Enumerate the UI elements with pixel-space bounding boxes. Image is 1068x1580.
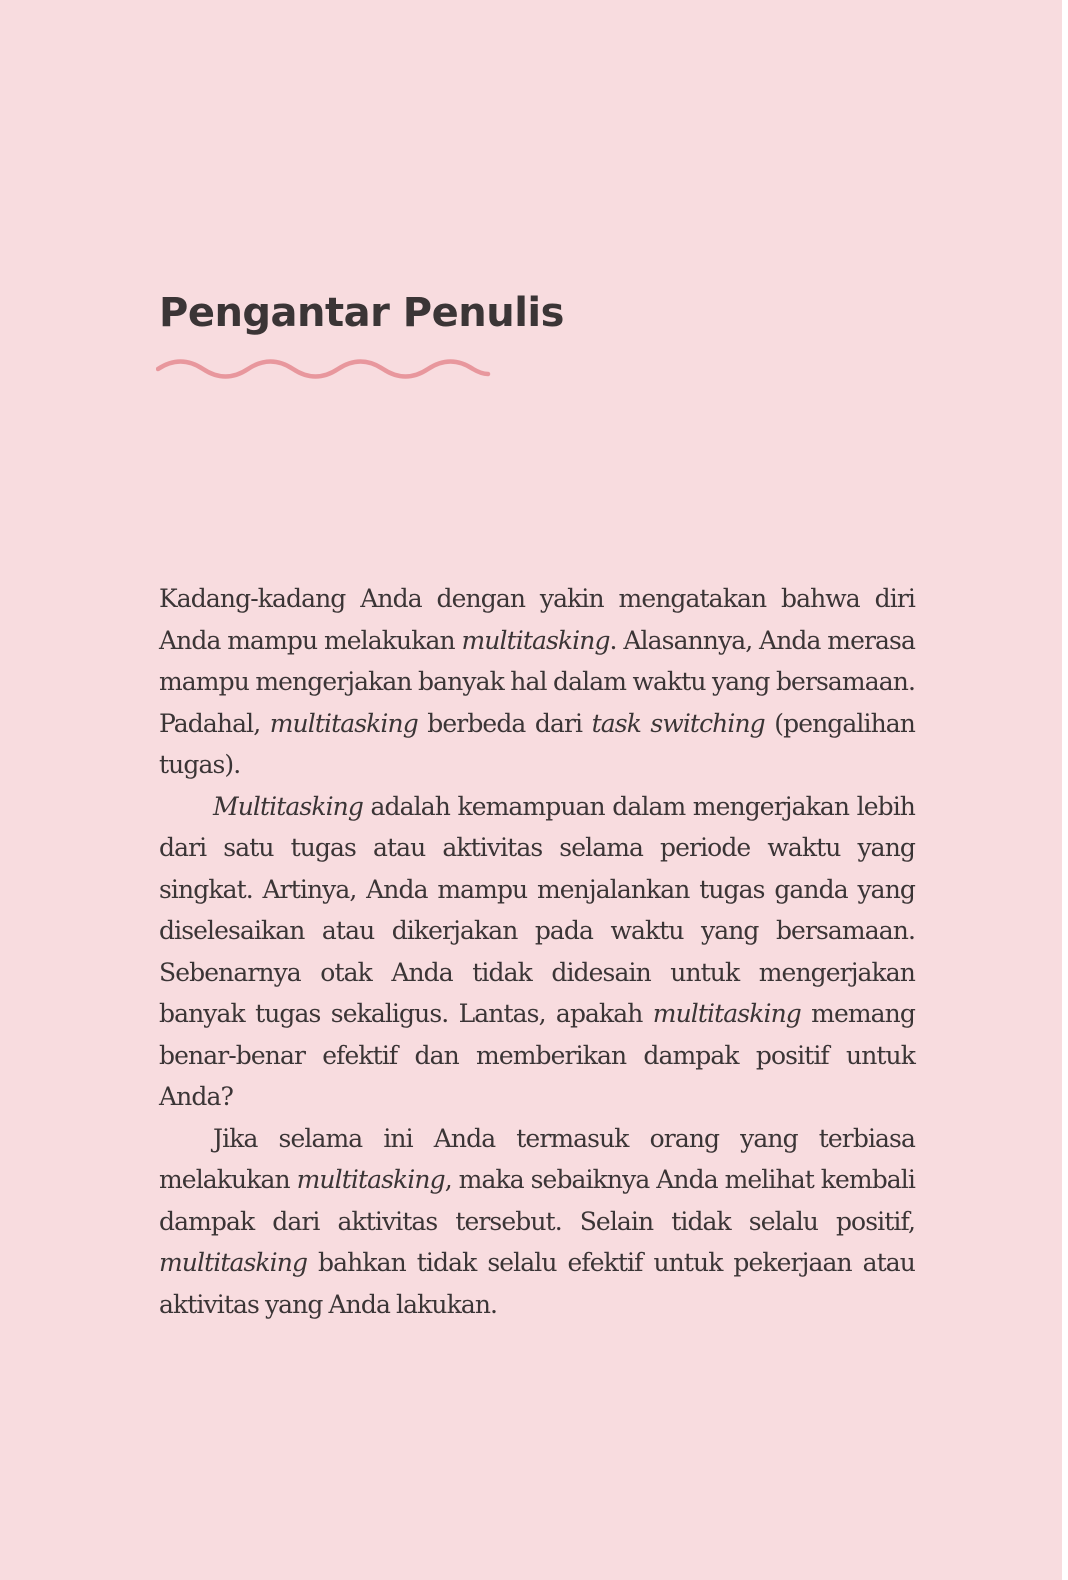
wave-divider-line (158, 362, 488, 377)
italic-term: task switching (591, 708, 765, 738)
page-edge (1062, 0, 1068, 1580)
text-segment: memang benar-benar efektif dan memberikan dampak positif untuk Anda? (159, 999, 915, 1111)
text-segment: Jika selama ini Anda termasuk orang yang terbiasa melakukan (159, 1123, 915, 1194)
text-segment: , maka sebaiknya Anda melihat kembali dampak dari aktivitas tersebut. Selain tidak selalu positif, (159, 1165, 915, 1236)
italic-term: multitasking (461, 625, 610, 655)
italic-term: Multitasking (213, 791, 363, 821)
wave-divider (156, 356, 492, 382)
text-segment: Kadang-kadang Anda dengan yakin mengatakan bahwa diri Anda mampu melakukan (159, 584, 915, 655)
paragraph (159, 1118, 915, 1326)
text-segment: bahkan tidak selalu efektif untuk pekerjaan atau aktivitas yang Anda lakukan. (159, 1248, 915, 1319)
italic-term: multitasking (296, 1165, 445, 1194)
text-segment: . Alasannya, Anda merasa mampu mengerjakan banyak hal dalam waktu yang bersamaan. Padahal, (159, 625, 915, 738)
italic-term: multitasking (159, 1248, 308, 1277)
text-segment: adalah kemampuan dalam mengerjakan lebih dari satu tugas atau aktivitas selama periode waktu yang singkat. Artinya, Anda mampu menjalankan tugas ganda yang diselesaikan atau dikerjakan pada waktu yang bersamaan. Sebenarnya otak Anda tidak didesain untuk mengerjakan banyak tugas sekaligus. Lantas, apakah (159, 791, 915, 1028)
page-title: Pengantar Penulis (159, 290, 564, 336)
paragraph (159, 786, 915, 1118)
body-text (159, 578, 915, 1325)
italic-term: multitasking (652, 999, 801, 1028)
text-segment: berbeda dari (417, 708, 592, 738)
italic-term: multitasking (269, 708, 418, 738)
paragraph (159, 578, 915, 786)
text-segment: (pengalihan tugas). (159, 708, 916, 779)
